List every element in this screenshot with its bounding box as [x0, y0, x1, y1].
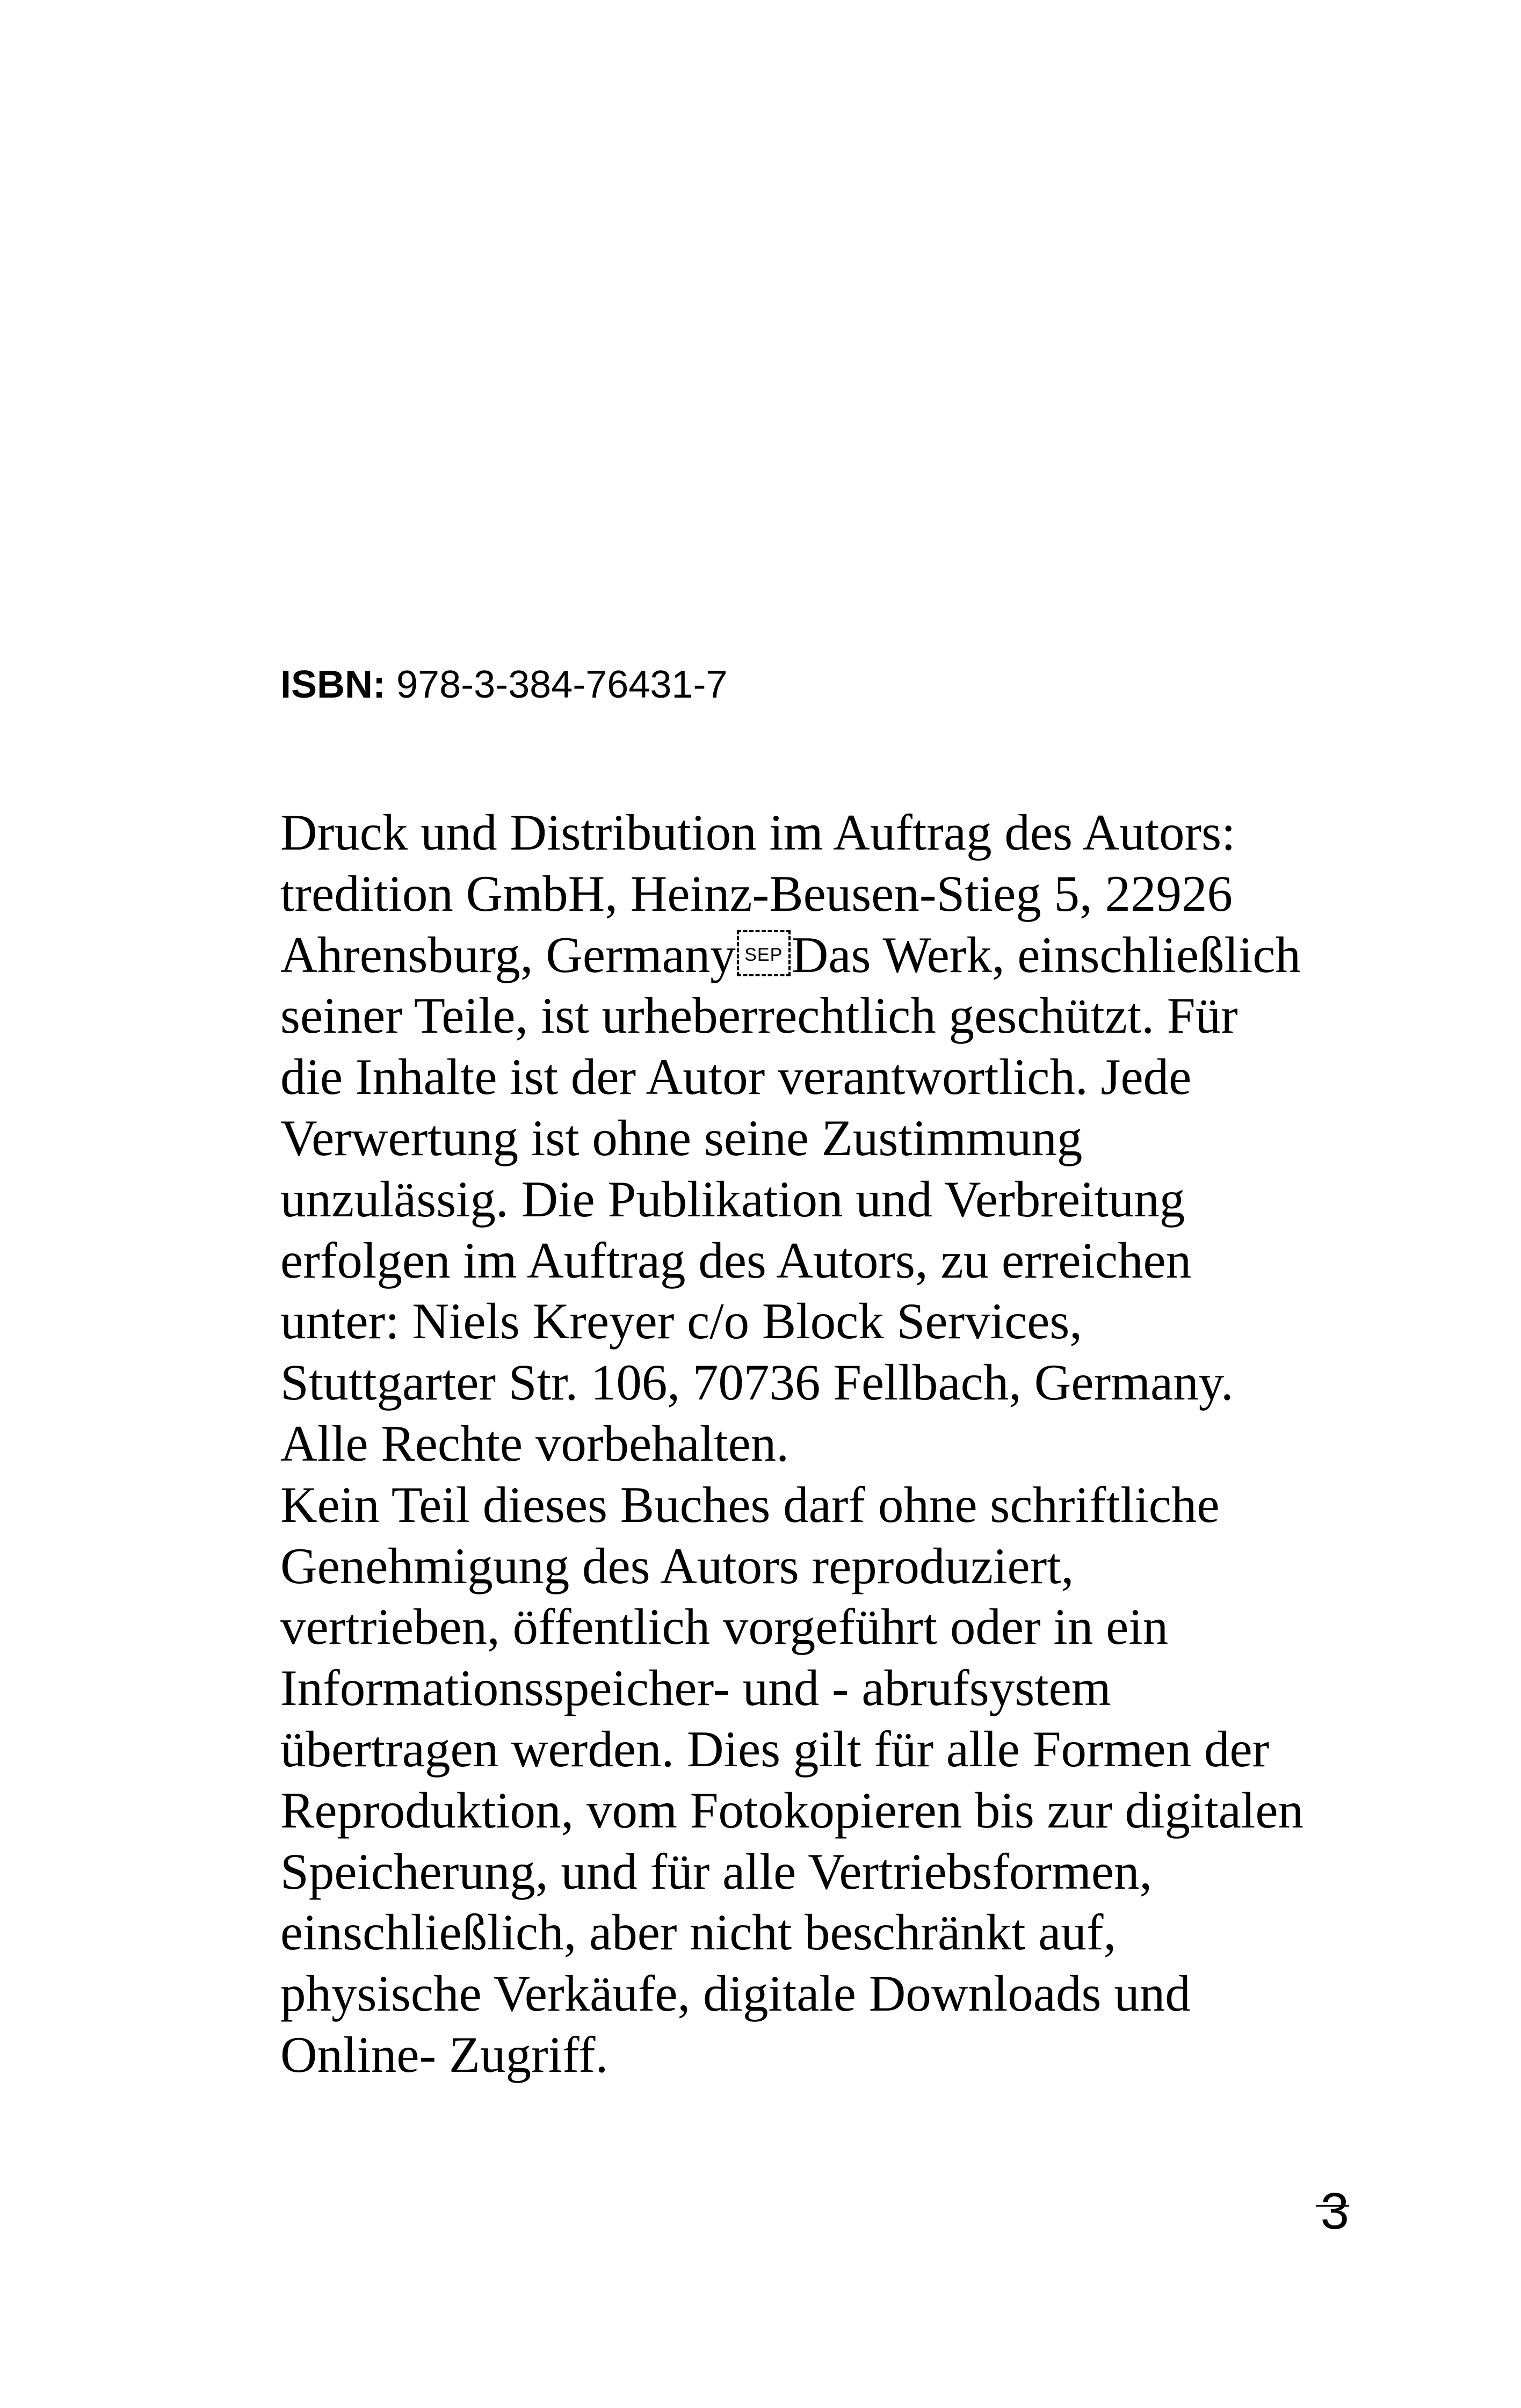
isbn-line [280, 662, 727, 708]
text-line: erfolgen im Auftrag des Autors, zu erreichen [280, 1231, 1192, 1289]
isbn-label: ISBN: [280, 663, 386, 706]
isbn-value: 978-3-384-76431-7 [396, 663, 728, 706]
text-line: Online- Zugriff. [280, 2026, 609, 2083]
text-line: übertragen werden. Dies gilt für alle Formen der [280, 1720, 1270, 1778]
text-segment: Ahrensburg, Germany [280, 926, 736, 983]
text-line: Alle Rechte vorbehalten. [280, 1415, 789, 1472]
text-line: tredition GmbH, Heinz-Beusen-Stieg 5, 22926 [280, 865, 1233, 922]
text-line [280, 925, 1408, 986]
text-line: Speicherung, und für alle Vertriebsformen, [280, 1843, 1153, 1900]
text-line: Verwertung ist ohne seine Zustimmung [280, 1109, 1083, 1166]
text-line: Informationsspeicher- und - abrufsystem [280, 1659, 1111, 1717]
text-line: unter: Niels Kreyer c/o Block Services, [280, 1293, 1083, 1350]
text-line: einschließlich, aber nicht beschränkt auf, [280, 1904, 1117, 1961]
page-number: 3 [1320, 2182, 1349, 2240]
text-line: Kein Teil dieses Buches darf ohne schriftliche [280, 1476, 1220, 1533]
sep-control-glyph-icon [737, 930, 791, 976]
text-line: unzulässig. Die Publikation und Verbreitung [280, 1170, 1185, 1228]
text-line: seiner Teile, ist urheberrechtlich geschützt. Für [280, 987, 1238, 1045]
text-line: Stuttgarter Str. 106, 70736 Fellbach, Germany. [280, 1354, 1234, 1411]
imprint-text [280, 802, 1408, 2086]
text-line: vertrieben, öffentlich vorgeführt oder in ein [280, 1598, 1169, 1656]
text-line: Druck und Distribution im Auftrag des Autors: [280, 804, 1236, 861]
text-line: die Inhalte ist der Autor verantwortlich. Jede [280, 1048, 1192, 1106]
text-segment: Das Werk, einschließlich [791, 926, 1301, 983]
text-line: Genehmigung des Autors reproduziert, [280, 1537, 1074, 1594]
text-line: Reproduktion, vom Fotokopieren bis zur digitalen [280, 1781, 1304, 1839]
text-line: physische Verkäufe, digitale Downloads und [280, 1965, 1191, 2022]
